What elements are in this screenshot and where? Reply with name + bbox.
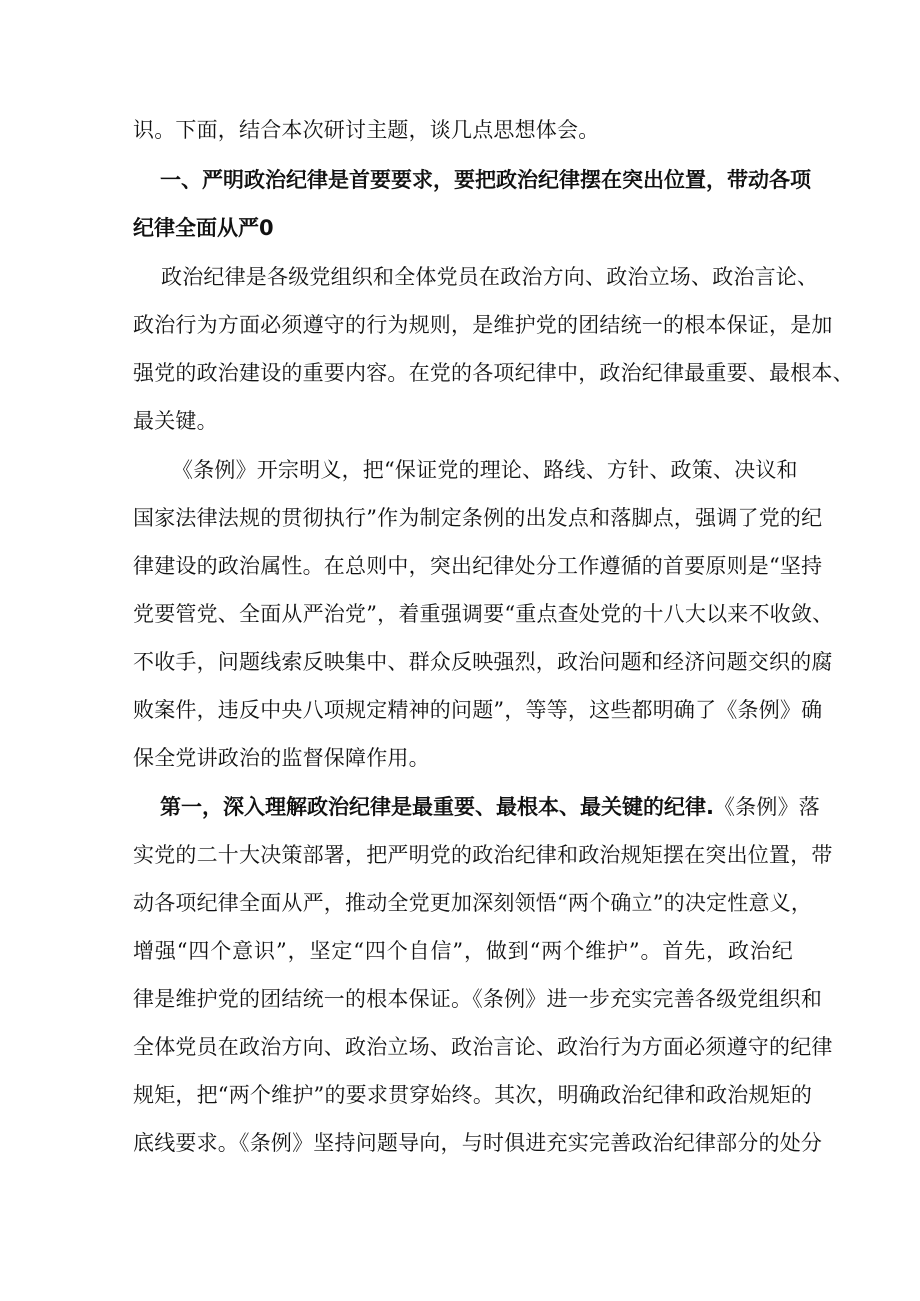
- paragraph-line: 律是维护党的团结统一的根本保证。《条例》进一步充实完善各级党组织和: [133, 987, 823, 1011]
- paragraph-lead-rest: 《条例》落: [713, 795, 820, 819]
- paragraph-line: 保全党讲政治的监督保障作用。: [133, 746, 430, 770]
- section-heading-line: 纪律全面从严0: [133, 216, 274, 240]
- paragraph-lead-line: [160, 792, 820, 822]
- paragraph-line: 全体党员在政治方向、政治立场、政治言论、政治行为方面必须遵守的纪律: [133, 1035, 833, 1059]
- paragraph-line: 增强“四个意识”，坚定“四个自信”，做到“两个维护”。首先，政治纪: [133, 939, 793, 963]
- paragraph-line: 党要管党、全面从严治党”，着重强调要“重点查处党的十八大以来不收敛、: [133, 602, 834, 626]
- paragraph-line: 动各项纪律全面从严，推动全党更加深刻领悟“两个确立”的决定性意义，: [133, 891, 813, 915]
- paragraph-line: 底线要求。《条例》坚持问题导向，与时俱进充实完善政治纪律部分的处分: [133, 1131, 823, 1155]
- paragraph-line: 败案件，违反中央八项规定精神的问题”，等等，这些都明确了《条例》确: [133, 698, 823, 722]
- intro-line: 识。下面，结合本次研讨主题，谈几点思想体会。: [133, 118, 600, 142]
- paragraph-line: 实党的二十大决策部署，把严明党的政治纪律和政治规矩摆在突出位置，带: [133, 843, 833, 867]
- paragraph-line: 政治行为方面必须遵守的行为规则，是维护党的团结统一的根本保证，是加: [133, 313, 833, 337]
- paragraph-line: 规矩，把“两个维护”的要求贯穿始终。其次，明确政治纪律和政治规矩的: [133, 1083, 813, 1107]
- paragraph-line: 强党的政治建设的重要内容。在党的各项纪律中，政治纪律最重要、最根本、: [133, 361, 854, 385]
- paragraph-line: 《条例》开宗明义，把“保证党的理论、路线、方针、政策、决议和: [172, 458, 798, 482]
- paragraph-line: 最关键。: [133, 409, 218, 433]
- paragraph-lead-bold: 第一，深入理解政治纪律是最重要、最根本、最关键的纪律.: [160, 795, 714, 819]
- paragraph-line: 律建设的政治属性。在总则中，突出纪律处分工作遵循的首要原则是“坚持: [133, 554, 823, 578]
- paragraph-line: 国家法律法规的贯彻执行”作为制定条例的出发点和落脚点，强调了党的纪: [133, 506, 823, 530]
- paragraph-line: 不收手，问题线索反映集中、群众反映强烈，政治问题和经济问题交织的腐: [133, 650, 833, 674]
- paragraph-line: 政治纪律是各级党组织和全体党员在政治方向、政治立场、政治言论、: [161, 265, 819, 289]
- section-heading-line: 一、严明政治纪律是首要要求，要把政治纪律摆在突出位置，带动各项: [160, 168, 811, 192]
